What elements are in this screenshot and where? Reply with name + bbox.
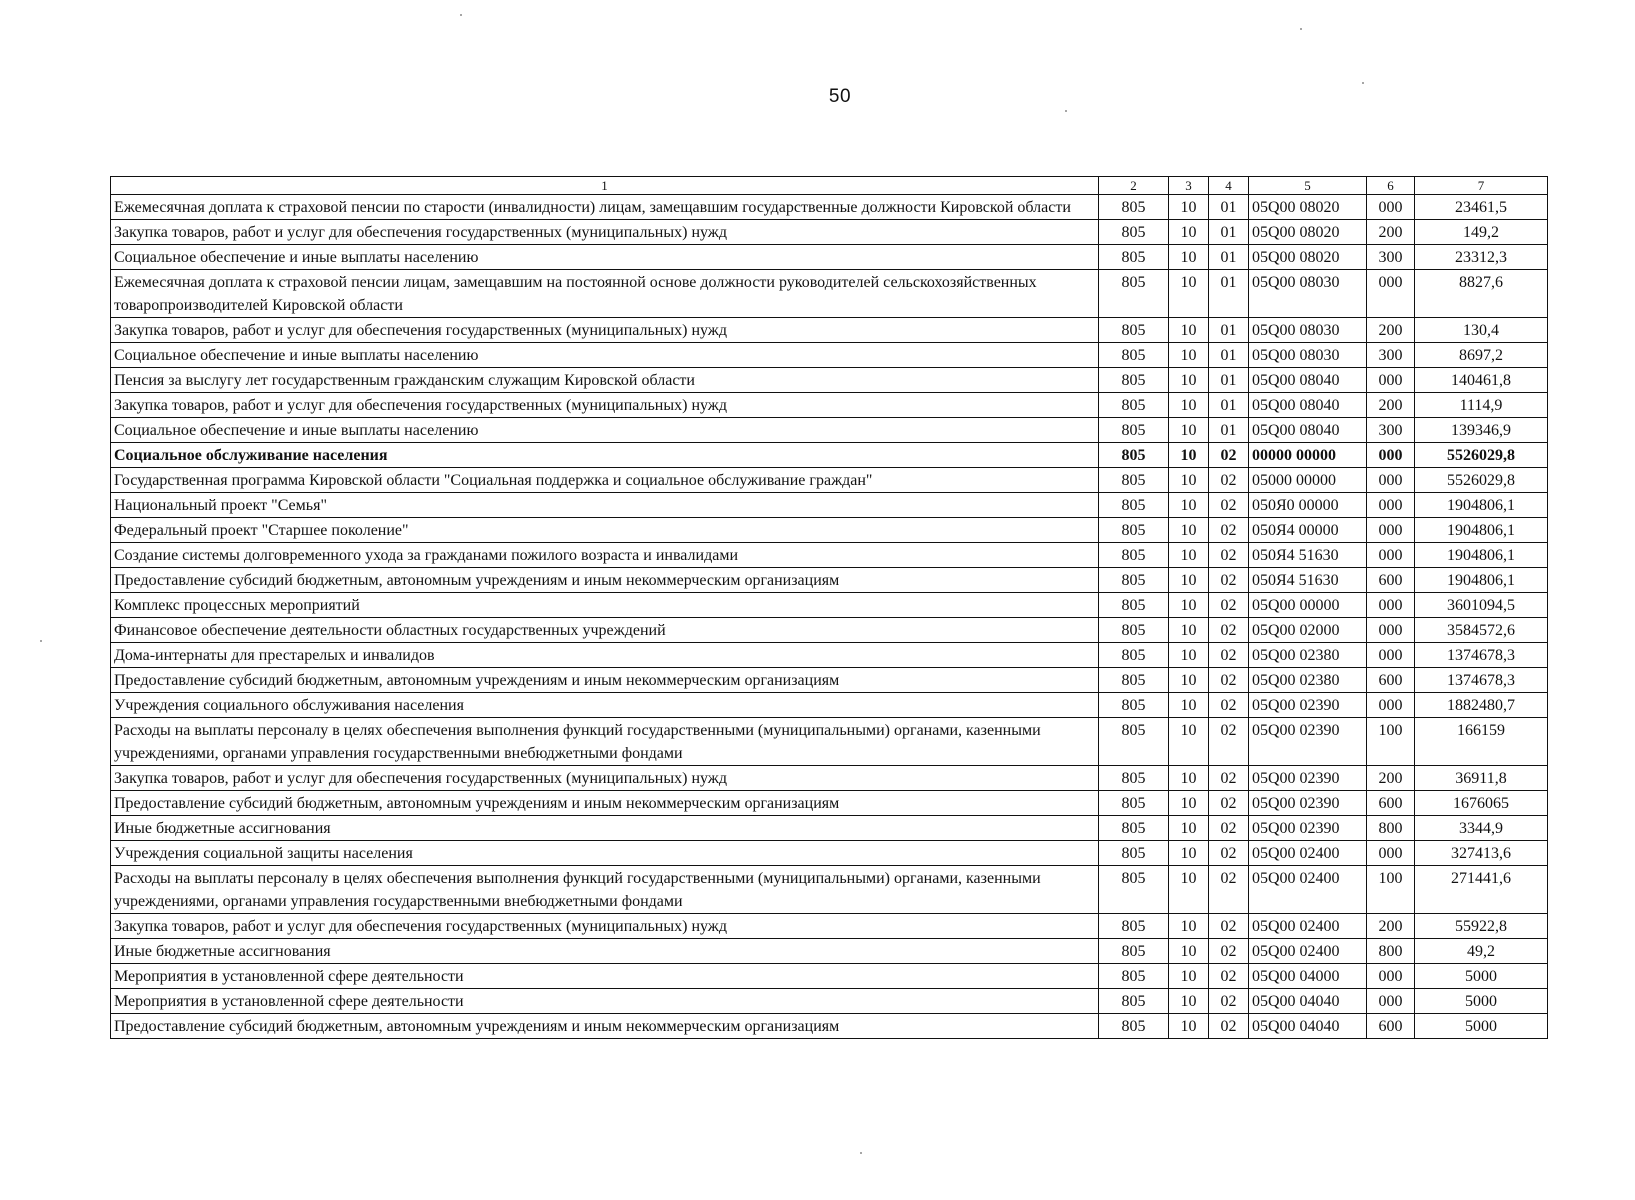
row-c4-cell: 02 bbox=[1209, 1014, 1249, 1039]
row-c4-cell: 02 bbox=[1209, 643, 1249, 668]
row-name-cell: Предоставление субсидий бюджетным, автономным учреждениям и иным некоммерческим организациям bbox=[111, 1014, 1099, 1039]
row-c2-cell: 805 bbox=[1099, 443, 1169, 468]
row-c6-cell: 000 bbox=[1367, 841, 1415, 866]
row-c6-cell: 000 bbox=[1367, 693, 1415, 718]
row-c6-cell: 600 bbox=[1367, 568, 1415, 593]
row-c4-cell: 02 bbox=[1209, 866, 1249, 914]
row-c7-cell: 1374678,3 bbox=[1415, 643, 1548, 668]
row-c2-cell: 805 bbox=[1099, 816, 1169, 841]
scan-speck bbox=[1300, 28, 1302, 30]
row-name-cell: Иные бюджетные ассигнования bbox=[111, 816, 1099, 841]
row-c3-cell: 10 bbox=[1169, 493, 1209, 518]
row-c6-cell: 300 bbox=[1367, 418, 1415, 443]
row-c2-cell: 805 bbox=[1099, 643, 1169, 668]
row-c2-cell: 805 bbox=[1099, 593, 1169, 618]
row-name-cell: Государственная программа Кировской области "Социальная поддержка и социальное обслуживание граждан" bbox=[111, 468, 1099, 493]
row-name-cell: Расходы на выплаты персоналу в целях обеспечения выполнения функций государственными (муниципальными) органами, казенными учреждениями, органами управления государственными внебюджетными фондами bbox=[111, 866, 1099, 914]
column-header-1: 1 bbox=[111, 177, 1099, 195]
row-c5-cell: 05000 00000 bbox=[1249, 468, 1367, 493]
row-c7-cell: 5526029,8 bbox=[1415, 443, 1548, 468]
row-c7-cell: 149,2 bbox=[1415, 220, 1548, 245]
row-c5-cell: 05Q00 04040 bbox=[1249, 1014, 1367, 1039]
row-c4-cell: 01 bbox=[1209, 343, 1249, 368]
row-c7-cell: 23312,3 bbox=[1415, 245, 1548, 270]
table-row bbox=[111, 270, 1548, 318]
row-c4-cell: 01 bbox=[1209, 393, 1249, 418]
row-c7-cell: 327413,6 bbox=[1415, 841, 1548, 866]
row-c2-cell: 805 bbox=[1099, 718, 1169, 766]
row-c2-cell: 805 bbox=[1099, 220, 1169, 245]
row-c3-cell: 10 bbox=[1169, 245, 1209, 270]
table-row bbox=[111, 518, 1548, 543]
row-c4-cell: 01 bbox=[1209, 418, 1249, 443]
row-c7-cell: 139346,9 bbox=[1415, 418, 1548, 443]
row-c3-cell: 10 bbox=[1169, 593, 1209, 618]
row-c4-cell: 02 bbox=[1209, 568, 1249, 593]
row-c5-cell: 05Q00 08020 bbox=[1249, 195, 1367, 220]
row-c7-cell: 1904806,1 bbox=[1415, 493, 1548, 518]
row-c6-cell: 000 bbox=[1367, 964, 1415, 989]
row-c2-cell: 805 bbox=[1099, 693, 1169, 718]
row-c3-cell: 10 bbox=[1169, 543, 1209, 568]
row-c5-cell: 050Я4 51630 bbox=[1249, 543, 1367, 568]
row-c6-cell: 000 bbox=[1367, 593, 1415, 618]
row-c7-cell: 1904806,1 bbox=[1415, 543, 1548, 568]
row-name-cell: Дома-интернаты для престарелых и инвалидов bbox=[111, 643, 1099, 668]
row-c5-cell: 05Q00 02400 bbox=[1249, 939, 1367, 964]
row-c3-cell: 10 bbox=[1169, 443, 1209, 468]
row-c5-cell: 05Q00 02380 bbox=[1249, 643, 1367, 668]
row-c2-cell: 805 bbox=[1099, 543, 1169, 568]
table-row bbox=[111, 939, 1548, 964]
row-c5-cell: 05Q00 02390 bbox=[1249, 766, 1367, 791]
row-c7-cell: 1882480,7 bbox=[1415, 693, 1548, 718]
row-c6-cell: 600 bbox=[1367, 668, 1415, 693]
row-c3-cell: 10 bbox=[1169, 1014, 1209, 1039]
table-row bbox=[111, 593, 1548, 618]
column-header-4: 4 bbox=[1209, 177, 1249, 195]
row-c4-cell: 01 bbox=[1209, 318, 1249, 343]
row-c3-cell: 10 bbox=[1169, 518, 1209, 543]
row-c6-cell: 000 bbox=[1367, 643, 1415, 668]
row-name-cell: Иные бюджетные ассигнования bbox=[111, 939, 1099, 964]
row-c3-cell: 10 bbox=[1169, 693, 1209, 718]
row-c2-cell: 805 bbox=[1099, 393, 1169, 418]
row-c5-cell: 05Q00 08030 bbox=[1249, 318, 1367, 343]
row-c7-cell: 271441,6 bbox=[1415, 866, 1548, 914]
row-c4-cell: 02 bbox=[1209, 468, 1249, 493]
row-c4-cell: 02 bbox=[1209, 841, 1249, 866]
row-c7-cell: 1374678,3 bbox=[1415, 668, 1548, 693]
table-row bbox=[111, 643, 1548, 668]
row-c6-cell: 000 bbox=[1367, 270, 1415, 318]
row-c2-cell: 805 bbox=[1099, 343, 1169, 368]
table-row bbox=[111, 964, 1548, 989]
row-c3-cell: 10 bbox=[1169, 368, 1209, 393]
row-c4-cell: 02 bbox=[1209, 766, 1249, 791]
row-c3-cell: 10 bbox=[1169, 989, 1209, 1014]
row-c2-cell: 805 bbox=[1099, 841, 1169, 866]
row-name-cell: Федеральный проект "Старшее поколение" bbox=[111, 518, 1099, 543]
row-c2-cell: 805 bbox=[1099, 766, 1169, 791]
row-c7-cell: 23461,5 bbox=[1415, 195, 1548, 220]
column-header-7: 7 bbox=[1415, 177, 1548, 195]
row-c4-cell: 01 bbox=[1209, 368, 1249, 393]
row-name-cell: Предоставление субсидий бюджетным, автономным учреждениям и иным некоммерческим организациям bbox=[111, 791, 1099, 816]
table-row bbox=[111, 841, 1548, 866]
table-row bbox=[111, 568, 1548, 593]
row-c5-cell: 05Q00 08040 bbox=[1249, 418, 1367, 443]
row-c6-cell: 800 bbox=[1367, 816, 1415, 841]
row-c6-cell: 000 bbox=[1367, 493, 1415, 518]
row-c3-cell: 10 bbox=[1169, 468, 1209, 493]
row-c4-cell: 02 bbox=[1209, 791, 1249, 816]
row-name-cell: Закупка товаров, работ и услуг для обеспечения государственных (муниципальных) нужд bbox=[111, 914, 1099, 939]
table-row bbox=[111, 866, 1548, 914]
row-c3-cell: 10 bbox=[1169, 866, 1209, 914]
scan-speck bbox=[860, 1152, 862, 1154]
row-c5-cell: 05Q00 00000 bbox=[1249, 593, 1367, 618]
row-c5-cell: 05Q00 08020 bbox=[1249, 220, 1367, 245]
row-c2-cell: 805 bbox=[1099, 964, 1169, 989]
scan-speck bbox=[1065, 110, 1067, 112]
row-c2-cell: 805 bbox=[1099, 1014, 1169, 1039]
row-name-cell: Ежемесячная доплата к страховой пенсии лицам, замещавшим на постоянной основе должности руководителей сельскохозяйственных товаропроизводителей Кировской области bbox=[111, 270, 1099, 318]
table-row bbox=[111, 443, 1548, 468]
scan-speck bbox=[40, 640, 42, 642]
table-row bbox=[111, 618, 1548, 643]
row-name-cell: Учреждения социальной защиты населения bbox=[111, 841, 1099, 866]
row-c5-cell: 05Q00 08020 bbox=[1249, 245, 1367, 270]
row-c5-cell: 05Q00 02400 bbox=[1249, 841, 1367, 866]
row-c3-cell: 10 bbox=[1169, 418, 1209, 443]
row-name-cell: Предоставление субсидий бюджетным, автономным учреждениям и иным некоммерческим организациям bbox=[111, 668, 1099, 693]
row-name-cell: Закупка товаров, работ и услуг для обеспечения государственных (муниципальных) нужд bbox=[111, 318, 1099, 343]
row-name-cell: Комплекс процессных мероприятий bbox=[111, 593, 1099, 618]
row-c3-cell: 10 bbox=[1169, 914, 1209, 939]
row-c6-cell: 200 bbox=[1367, 393, 1415, 418]
row-c4-cell: 02 bbox=[1209, 914, 1249, 939]
row-c5-cell: 050Я4 51630 bbox=[1249, 568, 1367, 593]
row-c3-cell: 10 bbox=[1169, 618, 1209, 643]
row-c7-cell: 8827,6 bbox=[1415, 270, 1548, 318]
table-row bbox=[111, 343, 1548, 368]
row-c4-cell: 02 bbox=[1209, 718, 1249, 766]
row-c2-cell: 805 bbox=[1099, 914, 1169, 939]
row-c6-cell: 300 bbox=[1367, 245, 1415, 270]
row-c3-cell: 10 bbox=[1169, 791, 1209, 816]
row-c6-cell: 100 bbox=[1367, 718, 1415, 766]
row-c3-cell: 10 bbox=[1169, 568, 1209, 593]
row-c6-cell: 000 bbox=[1367, 618, 1415, 643]
row-c3-cell: 10 bbox=[1169, 668, 1209, 693]
row-c7-cell: 5000 bbox=[1415, 964, 1548, 989]
row-c4-cell: 02 bbox=[1209, 668, 1249, 693]
row-c7-cell: 5000 bbox=[1415, 1014, 1548, 1039]
row-c4-cell: 02 bbox=[1209, 518, 1249, 543]
table-row bbox=[111, 914, 1548, 939]
row-c5-cell: 05Q00 02390 bbox=[1249, 816, 1367, 841]
row-c4-cell: 02 bbox=[1209, 939, 1249, 964]
row-c7-cell: 3344,9 bbox=[1415, 816, 1548, 841]
row-c5-cell: 05Q00 02000 bbox=[1249, 618, 1367, 643]
row-c3-cell: 10 bbox=[1169, 816, 1209, 841]
row-c4-cell: 02 bbox=[1209, 989, 1249, 1014]
row-c2-cell: 805 bbox=[1099, 568, 1169, 593]
row-name-cell: Создание системы долговременного ухода за гражданами пожилого возраста и инвалидами bbox=[111, 543, 1099, 568]
row-c7-cell: 5526029,8 bbox=[1415, 468, 1548, 493]
row-c6-cell: 200 bbox=[1367, 220, 1415, 245]
row-name-cell: Мероприятия в установленной сфере деятельности bbox=[111, 964, 1099, 989]
row-c6-cell: 800 bbox=[1367, 939, 1415, 964]
row-c3-cell: 10 bbox=[1169, 718, 1209, 766]
row-c3-cell: 10 bbox=[1169, 964, 1209, 989]
table-row bbox=[111, 393, 1548, 418]
row-c5-cell: 05Q00 02400 bbox=[1249, 866, 1367, 914]
page-number: 50 bbox=[828, 86, 852, 107]
row-name-cell: Учреждения социального обслуживания населения bbox=[111, 693, 1099, 718]
row-c2-cell: 805 bbox=[1099, 618, 1169, 643]
table-row bbox=[111, 368, 1548, 393]
row-c5-cell: 05Q00 08030 bbox=[1249, 343, 1367, 368]
column-header-6: 6 bbox=[1367, 177, 1415, 195]
row-c4-cell: 02 bbox=[1209, 543, 1249, 568]
table-row bbox=[111, 245, 1548, 270]
table-row bbox=[111, 989, 1548, 1014]
row-c4-cell: 02 bbox=[1209, 964, 1249, 989]
table-row bbox=[111, 318, 1548, 343]
table-row bbox=[111, 493, 1548, 518]
row-c5-cell: 050Я4 00000 bbox=[1249, 518, 1367, 543]
budget-table bbox=[110, 176, 1548, 1039]
table-row bbox=[111, 766, 1548, 791]
table-row bbox=[111, 195, 1548, 220]
row-c2-cell: 805 bbox=[1099, 195, 1169, 220]
row-c4-cell: 02 bbox=[1209, 593, 1249, 618]
column-header-3: 3 bbox=[1169, 177, 1209, 195]
row-name-cell: Социальное обеспечение и иные выплаты населению bbox=[111, 245, 1099, 270]
row-c6-cell: 000 bbox=[1367, 443, 1415, 468]
table-row bbox=[111, 718, 1548, 766]
scan-speck bbox=[1362, 82, 1364, 84]
row-c2-cell: 805 bbox=[1099, 493, 1169, 518]
row-c2-cell: 805 bbox=[1099, 939, 1169, 964]
row-c2-cell: 805 bbox=[1099, 866, 1169, 914]
row-c6-cell: 000 bbox=[1367, 518, 1415, 543]
table-row bbox=[111, 693, 1548, 718]
row-name-cell: Предоставление субсидий бюджетным, автономным учреждениям и иным некоммерческим организациям bbox=[111, 568, 1099, 593]
row-name-cell: Социальное обслуживание населения bbox=[111, 443, 1099, 468]
row-c4-cell: 02 bbox=[1209, 693, 1249, 718]
row-c7-cell: 1904806,1 bbox=[1415, 568, 1548, 593]
column-header-5: 5 bbox=[1249, 177, 1367, 195]
row-c6-cell: 100 bbox=[1367, 866, 1415, 914]
row-c5-cell: 05Q00 02390 bbox=[1249, 693, 1367, 718]
row-c6-cell: 000 bbox=[1367, 195, 1415, 220]
row-c2-cell: 805 bbox=[1099, 668, 1169, 693]
row-c7-cell: 130,4 bbox=[1415, 318, 1548, 343]
row-name-cell: Пенсия за выслугу лет государственным гражданским служащим Кировской области bbox=[111, 368, 1099, 393]
row-name-cell: Закупка товаров, работ и услуг для обеспечения государственных (муниципальных) нужд bbox=[111, 393, 1099, 418]
row-c2-cell: 805 bbox=[1099, 418, 1169, 443]
row-c6-cell: 000 bbox=[1367, 543, 1415, 568]
row-c2-cell: 805 bbox=[1099, 518, 1169, 543]
row-c4-cell: 01 bbox=[1209, 270, 1249, 318]
row-c5-cell: 05Q00 08030 bbox=[1249, 270, 1367, 318]
row-c4-cell: 01 bbox=[1209, 245, 1249, 270]
row-name-cell: Закупка товаров, работ и услуг для обеспечения государственных (муниципальных) нужд bbox=[111, 220, 1099, 245]
row-c5-cell: 05Q00 04040 bbox=[1249, 989, 1367, 1014]
row-c5-cell: 05Q00 04000 bbox=[1249, 964, 1367, 989]
row-c2-cell: 805 bbox=[1099, 791, 1169, 816]
row-c2-cell: 805 bbox=[1099, 989, 1169, 1014]
row-c7-cell: 140461,8 bbox=[1415, 368, 1548, 393]
table-row bbox=[111, 468, 1548, 493]
row-c6-cell: 200 bbox=[1367, 318, 1415, 343]
table-row bbox=[111, 668, 1548, 693]
row-c6-cell: 300 bbox=[1367, 343, 1415, 368]
row-c7-cell: 36911,8 bbox=[1415, 766, 1548, 791]
row-c3-cell: 10 bbox=[1169, 220, 1209, 245]
row-c4-cell: 01 bbox=[1209, 195, 1249, 220]
row-c5-cell: 05Q00 08040 bbox=[1249, 368, 1367, 393]
row-c3-cell: 10 bbox=[1169, 939, 1209, 964]
row-c3-cell: 10 bbox=[1169, 343, 1209, 368]
row-c7-cell: 1114,9 bbox=[1415, 393, 1548, 418]
row-c6-cell: 000 bbox=[1367, 468, 1415, 493]
table-row bbox=[111, 220, 1548, 245]
row-c7-cell: 1676065 bbox=[1415, 791, 1548, 816]
row-c7-cell: 3601094,5 bbox=[1415, 593, 1548, 618]
row-name-cell: Социальное обеспечение и иные выплаты населению bbox=[111, 343, 1099, 368]
row-c3-cell: 10 bbox=[1169, 643, 1209, 668]
row-c7-cell: 8697,2 bbox=[1415, 343, 1548, 368]
table-row bbox=[111, 1014, 1548, 1039]
row-c5-cell: 05Q00 02380 bbox=[1249, 668, 1367, 693]
table-header-row bbox=[111, 177, 1548, 195]
row-c7-cell: 166159 bbox=[1415, 718, 1548, 766]
row-name-cell: Ежемесячная доплата к страховой пенсии по старости (инвалидности) лицам, замещавшим государственные должности Кировской области bbox=[111, 195, 1099, 220]
row-c7-cell: 49,2 bbox=[1415, 939, 1548, 964]
row-c5-cell: 05Q00 08040 bbox=[1249, 393, 1367, 418]
row-c6-cell: 600 bbox=[1367, 791, 1415, 816]
row-c6-cell: 200 bbox=[1367, 766, 1415, 791]
row-c3-cell: 10 bbox=[1169, 393, 1209, 418]
row-c6-cell: 200 bbox=[1367, 914, 1415, 939]
row-c7-cell: 5000 bbox=[1415, 989, 1548, 1014]
row-c2-cell: 805 bbox=[1099, 468, 1169, 493]
row-c3-cell: 10 bbox=[1169, 318, 1209, 343]
row-name-cell: Финансовое обеспечение деятельности областных государственных учреждений bbox=[111, 618, 1099, 643]
row-c7-cell: 3584572,6 bbox=[1415, 618, 1548, 643]
row-name-cell: Национальный проект "Семья" bbox=[111, 493, 1099, 518]
row-c2-cell: 805 bbox=[1099, 270, 1169, 318]
row-c4-cell: 02 bbox=[1209, 493, 1249, 518]
row-c2-cell: 805 bbox=[1099, 368, 1169, 393]
row-c5-cell: 00000 00000 bbox=[1249, 443, 1367, 468]
row-c3-cell: 10 bbox=[1169, 270, 1209, 318]
row-c3-cell: 10 bbox=[1169, 766, 1209, 791]
row-c4-cell: 01 bbox=[1209, 220, 1249, 245]
row-name-cell: Расходы на выплаты персоналу в целях обеспечения выполнения функций государственными (муниципальными) органами, казенными учреждениями, органами управления государственными внебюджетными фондами bbox=[111, 718, 1099, 766]
row-name-cell: Закупка товаров, работ и услуг для обеспечения государственных (муниципальных) нужд bbox=[111, 766, 1099, 791]
row-c5-cell: 05Q00 02390 bbox=[1249, 791, 1367, 816]
row-c7-cell: 1904806,1 bbox=[1415, 518, 1548, 543]
row-c7-cell: 55922,8 bbox=[1415, 914, 1548, 939]
row-c6-cell: 000 bbox=[1367, 989, 1415, 1014]
row-name-cell: Мероприятия в установленной сфере деятельности bbox=[111, 989, 1099, 1014]
column-header-2: 2 bbox=[1099, 177, 1169, 195]
row-c4-cell: 02 bbox=[1209, 816, 1249, 841]
row-c5-cell: 05Q00 02390 bbox=[1249, 718, 1367, 766]
table-body bbox=[111, 195, 1548, 1039]
table-row bbox=[111, 418, 1548, 443]
row-c4-cell: 02 bbox=[1209, 618, 1249, 643]
row-c3-cell: 10 bbox=[1169, 195, 1209, 220]
table-row bbox=[111, 816, 1548, 841]
scan-speck bbox=[460, 14, 462, 16]
row-c4-cell: 02 bbox=[1209, 443, 1249, 468]
row-c3-cell: 10 bbox=[1169, 841, 1209, 866]
row-c5-cell: 050Я0 00000 bbox=[1249, 493, 1367, 518]
row-c2-cell: 805 bbox=[1099, 245, 1169, 270]
row-c5-cell: 05Q00 02400 bbox=[1249, 914, 1367, 939]
row-c2-cell: 805 bbox=[1099, 318, 1169, 343]
row-name-cell: Социальное обеспечение и иные выплаты населению bbox=[111, 418, 1099, 443]
row-c6-cell: 600 bbox=[1367, 1014, 1415, 1039]
table-row bbox=[111, 543, 1548, 568]
table-row bbox=[111, 791, 1548, 816]
row-c6-cell: 000 bbox=[1367, 368, 1415, 393]
